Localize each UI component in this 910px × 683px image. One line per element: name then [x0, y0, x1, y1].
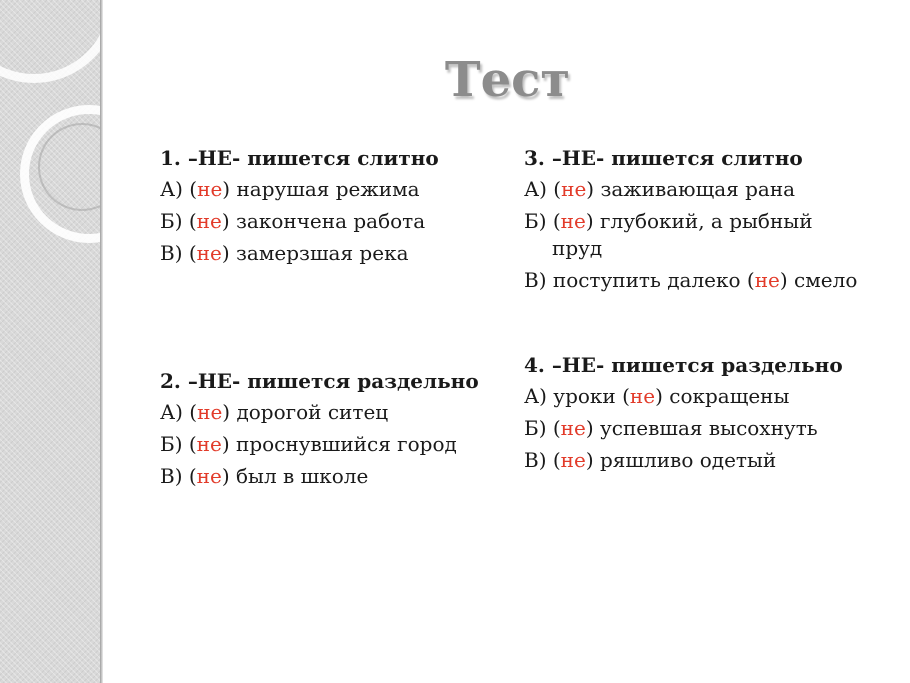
option-suffix: ) проснувшийся город	[221, 432, 457, 456]
highlighted-ne: не	[196, 241, 222, 265]
option-suffix: ) был в школе	[221, 464, 369, 488]
option-prefix: В) (	[524, 448, 561, 472]
highlighted-ne: не	[560, 209, 586, 233]
question-heading: 2. –НЕ- пишется раздельно	[160, 369, 479, 393]
highlighted-ne: не	[197, 177, 223, 201]
answer-option-c	[160, 240, 510, 267]
question-3	[524, 145, 869, 299]
option-prefix: В) (	[160, 241, 197, 265]
option-suffix: ) глубокий, а рыбный пруд	[552, 209, 813, 260]
option-suffix: ) заживающая рана	[586, 177, 796, 201]
answer-option-b	[524, 415, 869, 442]
question-heading: 3. –НЕ- пишется слитно	[524, 146, 803, 170]
highlighted-ne: не	[629, 384, 656, 408]
answer-option-a	[524, 383, 869, 410]
option-suffix: ) сокращены	[655, 384, 790, 408]
option-suffix: ) дорогой ситец	[222, 400, 389, 424]
answer-option-c	[524, 267, 869, 294]
option-suffix: ) успевшая высохнуть	[585, 416, 818, 440]
option-suffix: ) ряшливо одетый	[585, 448, 777, 472]
question-heading: 4. –НЕ- пишется раздельно	[524, 353, 843, 377]
highlighted-ne: не	[561, 177, 587, 201]
question-heading: 1. –НЕ- пишется слитно	[160, 146, 439, 170]
highlighted-ne: не	[560, 416, 586, 440]
option-suffix: ) нарушая режима	[222, 177, 420, 201]
option-prefix: Б) (	[160, 432, 197, 456]
answer-option-a	[524, 176, 869, 203]
highlighted-ne: не	[196, 432, 222, 456]
answer-option-c	[160, 463, 510, 490]
highlighted-ne: не	[754, 268, 780, 292]
option-prefix: Б) (	[524, 209, 561, 233]
highlighted-ne: не	[196, 464, 222, 488]
option-prefix: Б) (	[160, 209, 197, 233]
option-prefix: Б) (	[524, 416, 561, 440]
answer-option-c	[524, 447, 869, 474]
option-prefix: А) (	[160, 400, 198, 424]
option-suffix: ) закончена работа	[221, 209, 426, 233]
option-prefix: А) (	[160, 177, 198, 201]
option-suffix: ) замерзшая река	[221, 241, 409, 265]
question-1	[160, 145, 510, 272]
highlighted-ne: не	[560, 448, 586, 472]
answer-option-b	[160, 208, 510, 235]
answer-option-b	[160, 431, 510, 458]
option-suffix: ) смело	[779, 268, 858, 292]
option-prefix: В) поступить далеко (	[524, 268, 755, 292]
answer-option-b	[524, 208, 869, 262]
highlighted-ne: не	[197, 400, 223, 424]
question-2	[160, 368, 510, 495]
option-prefix: В) (	[160, 464, 197, 488]
highlighted-ne: не	[196, 209, 222, 233]
question-4	[524, 352, 869, 479]
option-prefix: А) (	[524, 177, 562, 201]
answer-option-a	[160, 399, 510, 426]
answer-option-a	[160, 176, 510, 203]
slide-title: Тест	[444, 52, 571, 108]
option-prefix: А) уроки (	[524, 384, 630, 408]
